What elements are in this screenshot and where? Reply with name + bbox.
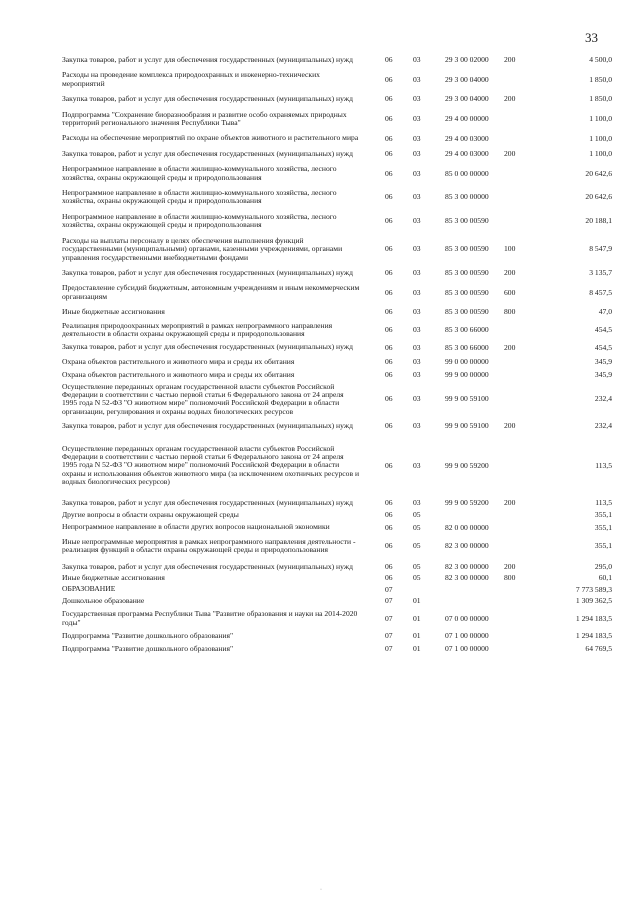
row-amount: 1 850,0	[589, 74, 612, 84]
row-subsection: 03	[413, 307, 421, 317]
row-amount: 1 100,0	[589, 148, 612, 158]
row-amount: 1 309 362,5	[575, 595, 612, 605]
table-row	[62, 56, 612, 64]
row-subsection: 03	[413, 497, 421, 507]
row-subsection: 05	[413, 510, 421, 520]
row-target-article: 85 3 00 00590	[445, 267, 489, 277]
row-amount: 345,9	[594, 370, 612, 380]
table-row	[62, 383, 612, 417]
row-expense-type: 200	[504, 421, 516, 431]
table-row	[62, 165, 612, 182]
row-target-article: 99 9 00 59100	[445, 394, 489, 404]
row-section: 06	[385, 94, 393, 104]
table-row	[62, 371, 612, 379]
row-subsection: 03	[413, 133, 421, 143]
row-name: Охрана объектов растительного и животного мира и среды их обитания	[62, 356, 295, 366]
row-target-article: 99 0 00 00000	[445, 356, 489, 366]
row-section: 06	[385, 324, 393, 334]
table-row	[62, 322, 612, 339]
row-subsection: 01	[413, 643, 421, 653]
row-target-article: 99 9 00 59200	[445, 460, 489, 470]
row-section: 06	[385, 55, 393, 64]
row-amount: 1 100,0	[589, 113, 612, 123]
row-name: Иные бюджетные ассигнования	[62, 573, 165, 583]
table-row	[62, 189, 612, 206]
table-row	[62, 358, 612, 366]
table-row	[62, 523, 612, 531]
row-section: 06	[385, 192, 393, 202]
row-subsection: 03	[413, 113, 421, 123]
row-section: 06	[385, 133, 393, 143]
row-target-article: 82 3 00 00000	[445, 541, 489, 551]
row-section: 06	[385, 460, 393, 470]
scan-dot: ·	[320, 887, 322, 893]
table-row	[62, 511, 612, 519]
row-name: Дошкольное образование	[62, 595, 145, 605]
row-amount: 113,5	[595, 497, 612, 507]
row-expense-type: 200	[504, 55, 516, 64]
row-target-article: 29 3 00 02000	[445, 55, 489, 64]
row-target-article: 07 1 00 00000	[445, 631, 489, 641]
row-amount: 47,0	[598, 307, 612, 317]
row-section: 07	[385, 584, 393, 594]
table-row	[62, 150, 612, 158]
row-section: 06	[385, 307, 393, 317]
table-row	[62, 538, 612, 555]
row-amount: 113,5	[595, 460, 612, 470]
row-name: Закупка товаров, работ и услуг для обеспечения государственных (муниципальных) нужд	[62, 421, 353, 431]
row-subsection: 05	[413, 541, 421, 551]
row-amount: 355,1	[594, 522, 612, 532]
row-target-article: 82 3 00 00000	[445, 573, 489, 583]
row-section: 06	[385, 113, 393, 123]
row-amount: 60,1	[598, 573, 612, 583]
row-target-article: 07 1 00 00000	[445, 643, 489, 653]
table-row	[62, 499, 612, 507]
row-expense-type: 200	[504, 497, 516, 507]
row-subsection: 05	[413, 573, 421, 583]
row-section: 06	[385, 510, 393, 520]
table-row	[62, 134, 612, 142]
table-row	[62, 610, 612, 627]
row-target-article: 85 3 00 00590	[445, 307, 489, 317]
row-section: 06	[385, 497, 393, 507]
row-section: 06	[385, 573, 393, 583]
table-row	[62, 585, 612, 593]
row-subsection: 03	[413, 287, 421, 297]
table-row	[62, 645, 612, 653]
row-subsection: 03	[413, 370, 421, 380]
row-target-article: 85 3 00 00000	[445, 192, 489, 202]
row-amount: 20 188,1	[585, 216, 612, 226]
row-amount: 3 135,7	[589, 267, 612, 277]
row-name: Закупка товаров, работ и услуг для обеспечения государственных (муниципальных) нужд	[62, 55, 353, 64]
table-row	[62, 111, 612, 128]
row-amount: 355,1	[594, 541, 612, 551]
row-subsection: 03	[413, 267, 421, 277]
row-subsection: 03	[413, 168, 421, 178]
row-target-article: 85 3 00 66000	[445, 342, 489, 352]
page-number: 33	[585, 30, 598, 45]
table-row	[62, 269, 612, 277]
row-subsection: 03	[413, 94, 421, 104]
row-section: 06	[385, 148, 393, 158]
row-section: 06	[385, 267, 393, 277]
row-section: 07	[385, 631, 393, 641]
budget-table	[62, 56, 612, 657]
table-row	[62, 237, 612, 262]
row-amount: 20 642,6	[585, 192, 612, 202]
row-name: Осуществление переданных органам государственной власти субъектов Российской Федерации в соответствии с частью первой статьи 6 Федерального закона от 24 апреля 1995 года N 52-ФЗ "О животном мире" полномочий Российской Федерации в области охраны и использования объектов животного мира (за исключением охотничьих ресурсов и водных биологических ресурсов)	[62, 443, 360, 487]
row-section: 06	[385, 342, 393, 352]
row-target-article: 85 3 00 00590	[445, 287, 489, 297]
row-target-article: 82 3 00 00000	[445, 561, 489, 571]
row-target-article: 29 4 00 03000	[445, 133, 489, 143]
row-name: Непрограммное направление в области жилищно-коммунального хозяйства, лесного хозяйства, охраны окружающей среды и природопользования	[62, 164, 337, 182]
row-expense-type: 600	[504, 287, 516, 297]
row-amount: 64 769,5	[585, 643, 612, 653]
row-section: 06	[385, 216, 393, 226]
row-name: Подпрограмма "Развитие дошкольного образования"	[62, 643, 234, 653]
row-expense-type: 200	[504, 342, 516, 352]
row-section: 06	[385, 370, 393, 380]
row-amount: 454,5	[594, 342, 612, 352]
row-subsection: 03	[413, 460, 421, 470]
row-target-article: 85 3 00 00590	[445, 244, 489, 254]
row-section: 07	[385, 643, 393, 653]
row-subsection: 03	[413, 148, 421, 158]
row-target-article: 99 9 00 59100	[445, 421, 489, 431]
row-name: Государственная программа Республики Тыва "Развитие образования и науки на 2014-2020 годы"	[62, 609, 358, 627]
row-section: 06	[385, 541, 393, 551]
row-expense-type: 200	[504, 561, 516, 571]
row-subsection: 03	[413, 244, 421, 254]
row-amount: 232,4	[594, 394, 612, 404]
row-name: Закупка товаров, работ и услуг для обеспечения государственных (муниципальных) нужд	[62, 148, 353, 158]
row-name: Закупка товаров, работ и услуг для обеспечения государственных (муниципальных) нужд	[62, 497, 353, 507]
row-section: 06	[385, 287, 393, 297]
row-target-article: 99 9 00 00000	[445, 370, 489, 380]
row-subsection: 03	[413, 356, 421, 366]
table-row	[62, 632, 612, 640]
row-target-article: 85 3 00 66000	[445, 324, 489, 334]
row-target-article: 07 0 00 00000	[445, 613, 489, 623]
row-name: Закупка товаров, работ и услуг для обеспечения государственных (муниципальных) нужд	[62, 267, 353, 277]
row-subsection: 01	[413, 613, 421, 623]
row-subsection: 01	[413, 595, 421, 605]
row-expense-type: 800	[504, 307, 516, 317]
row-section: 06	[385, 74, 393, 84]
row-name: Иные непрограммные мероприятия в рамках непрограммного направления деятельности - реализация функций в области охраны окружающей среды и природопользования	[62, 536, 356, 555]
row-subsection: 03	[413, 216, 421, 226]
table-row	[62, 71, 612, 88]
row-target-article: 29 3 00 04000	[445, 94, 489, 104]
row-target-article: 29 3 00 04000	[445, 74, 489, 84]
row-section: 06	[385, 522, 393, 532]
row-name: Расходы на проведение комплекса природоохранных и инженерно-технических мероприятий	[62, 70, 320, 88]
row-name: Иные бюджетные ассигнования	[62, 307, 165, 317]
row-section: 06	[385, 244, 393, 254]
row-name: ОБРАЗОВАНИЕ	[62, 584, 116, 594]
row-subsection: 03	[413, 192, 421, 202]
row-name: Подпрограмма "Сохранение биоразнообразия и развитие особо охраняемых природных территорий регионального значения Республики Тыва"	[62, 109, 347, 128]
row-amount: 295,0	[594, 561, 612, 571]
row-subsection: 05	[413, 522, 421, 532]
table-row	[62, 308, 612, 316]
row-amount: 8 457,5	[589, 287, 612, 297]
row-expense-type: 100	[504, 244, 516, 254]
row-subsection: 03	[413, 55, 421, 64]
row-section: 06	[385, 394, 393, 404]
row-subsection: 03	[413, 342, 421, 352]
table-row	[62, 574, 612, 582]
row-section: 06	[385, 561, 393, 571]
row-name: Подпрограмма "Развитие дошкольного образования"	[62, 631, 234, 641]
row-amount: 8 547,9	[589, 244, 612, 254]
row-amount: 1 294 183,5	[575, 613, 612, 623]
row-expense-type: 800	[504, 573, 516, 583]
row-amount: 1 294 183,5	[575, 631, 612, 641]
row-amount: 232,4	[594, 421, 612, 431]
row-amount: 454,5	[594, 324, 612, 334]
row-subsection: 03	[413, 394, 421, 404]
row-expense-type: 200	[504, 148, 516, 158]
row-expense-type: 200	[504, 94, 516, 104]
row-amount: 20 642,6	[585, 168, 612, 178]
table-row	[62, 597, 612, 605]
row-expense-type: 200	[504, 267, 516, 277]
row-subsection: 03	[413, 421, 421, 431]
row-target-article: 29 4 00 00000	[445, 113, 489, 123]
row-amount: 355,1	[594, 510, 612, 520]
row-amount: 7 773 589,3	[575, 584, 612, 594]
table-row	[62, 343, 612, 351]
row-amount: 1 850,0	[589, 94, 612, 104]
row-amount: 4 500,0	[589, 55, 612, 64]
row-name: Расходы на выплаты персоналу в целях обеспечения выполнения функций государственными (муниципальными) органами, казенными учреждениями, органами управления государственными внебюджетными фондами	[62, 235, 343, 262]
row-section: 07	[385, 613, 393, 623]
row-amount: 345,9	[594, 356, 612, 366]
row-section: 06	[385, 168, 393, 178]
row-subsection: 03	[413, 74, 421, 84]
row-name: Расходы на обеспечение мероприятий по охране объектов животного и растительного мира	[62, 133, 359, 143]
row-subsection: 05	[413, 561, 421, 571]
row-name: Осуществление переданных органам государственной власти субъектов Российской Федерации в соответствии с частью первой статьи 6 Федерального закона от 24 апреля 1995 года N 52-ФЗ "О животном мире" полномочий Российской Федерации в области организации, регулирования и охраны водных биологических ресурсов	[62, 381, 344, 416]
row-section: 06	[385, 356, 393, 366]
table-row	[62, 213, 612, 230]
row-target-article: 85 3 00 00590	[445, 216, 489, 226]
row-target-article: 85 0 00 00000	[445, 168, 489, 178]
row-name: Непрограммное направление в области жилищно-коммунального хозяйства, лесного хозяйства, охраны окружающей среды и природопользования	[62, 211, 337, 230]
row-name: Непрограммное направление в области жилищно-коммунального хозяйства, лесного хозяйства, охраны окружающей среды и природопользования	[62, 188, 337, 206]
row-name: Закупка товаров, работ и услуг для обеспечения государственных (муниципальных) нужд	[62, 561, 353, 571]
row-target-article: 29 4 00 03000	[445, 148, 489, 158]
row-subsection: 03	[413, 324, 421, 334]
table-row	[62, 445, 612, 487]
table-row	[62, 563, 612, 571]
row-subsection: 01	[413, 631, 421, 641]
row-name: Реализация природоохранных мероприятий в рамках непрограммного направления деятельности в области охраны окружающей среды и природопользования	[62, 320, 333, 338]
table-row	[62, 284, 612, 301]
row-amount: 1 100,0	[589, 133, 612, 143]
row-target-article: 99 9 00 59200	[445, 497, 489, 507]
row-section: 07	[385, 595, 393, 605]
row-target-article: 82 0 00 00000	[445, 522, 489, 532]
row-name: Закупка товаров, работ и услуг для обеспечения государственных (муниципальных) нужд	[62, 342, 353, 352]
row-name: Закупка товаров, работ и услуг для обеспечения государственных (муниципальных) нужд	[62, 94, 353, 104]
table-row	[62, 422, 612, 430]
table-row	[62, 95, 612, 103]
row-section: 06	[385, 421, 393, 431]
row-name: Предоставление субсидий бюджетным, автономным учреждениям и иным некоммерческим организациям	[62, 283, 360, 301]
row-name: Непрограммное направление в области других вопросов национальной экономики	[62, 522, 330, 532]
row-name: Другие вопросы в области охраны окружающей среды	[62, 510, 239, 520]
row-name: Охрана объектов растительного и животного мира и среды их обитания	[62, 370, 295, 380]
